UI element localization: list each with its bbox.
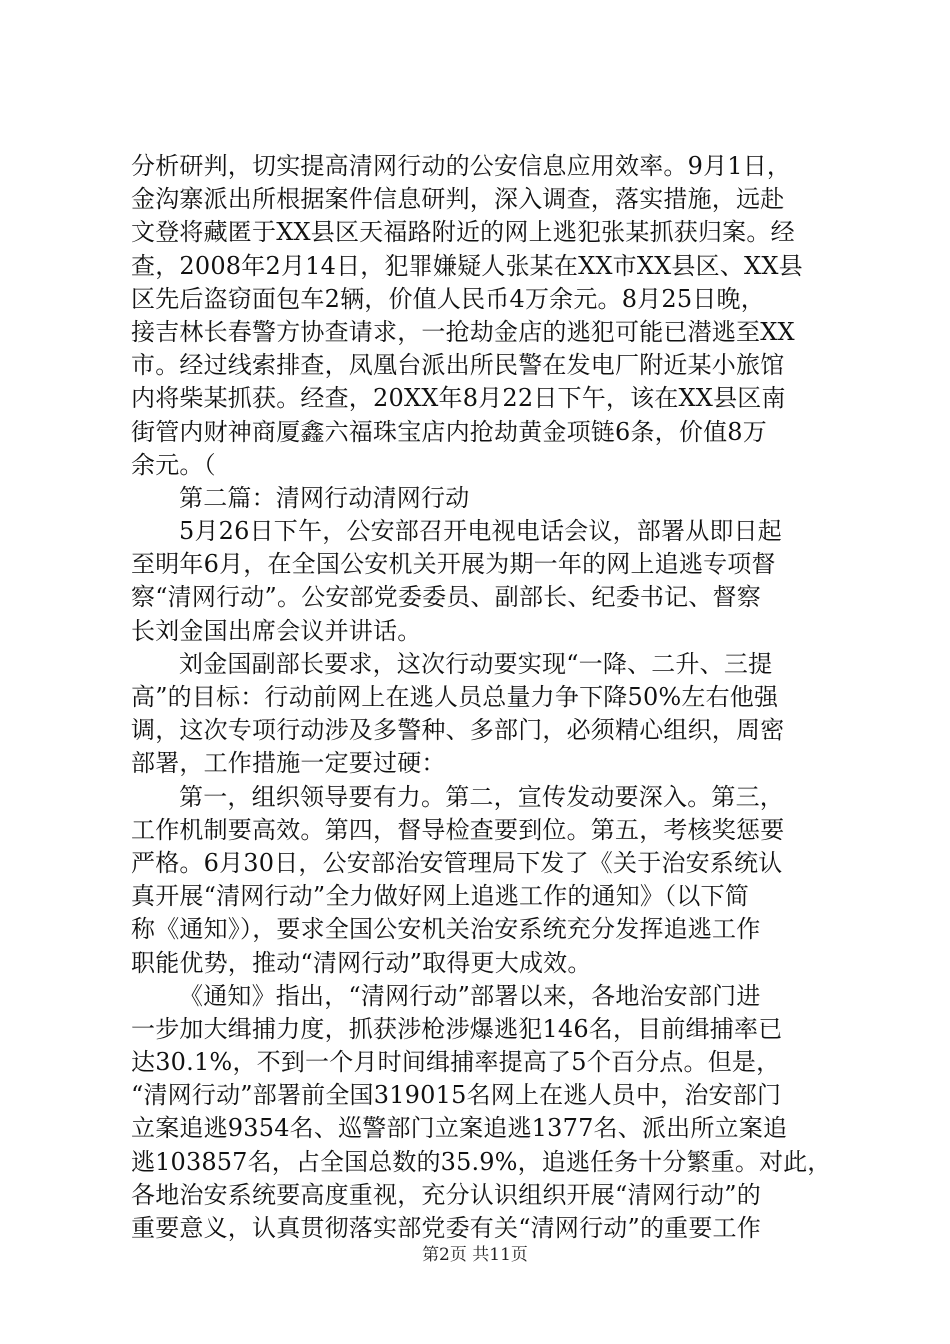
text-line: 部署，工作措施一定要过硬：: [131, 749, 446, 778]
text-line: 立案追逃9354名、巡警部门立案追逃1377名、派出所立案追: [131, 1114, 788, 1143]
text-line: 第一，组织领导要有力。第二，宣传发动要深入。第三，: [179, 782, 784, 811]
text-line: 高”的目标：行动前网上在逃人员总量力争下降50%左右他强: [131, 683, 779, 711]
text-line: 严格。6月30日，公安部治安管理局下发了《关于治安系统认: [131, 848, 783, 877]
text-line: 查，2008年2月14日，犯罪嫌疑人张某在XX市XX县区、XX县: [131, 251, 803, 280]
text-line: 分析研判，切实提高清网行动的公安信息应用效率。9月1日，: [131, 152, 792, 180]
document-body: [131, 150, 831, 1245]
text-line: 第二篇：清网行动清网行动: [179, 483, 470, 512]
text-line: 重要意义，认真贯彻落实部党委有关“清网行动”的重要工作: [131, 1214, 761, 1242]
text-line: 市。经过线索排查，凤凰台派出所民警在发电厂附近某小旅馆: [131, 351, 785, 380]
text-line: 真开展“清网行动”全力做好网上追逃工作的通知》（以下简: [131, 882, 749, 911]
text-line: 内将柴某抓获。经查，20XX年8月22日下午，该在XX县区南: [131, 384, 786, 413]
text-line: 一步加大缉捕力度，抓获涉枪涉爆逃犯146名，目前缉捕率已: [131, 1014, 783, 1043]
page-footer: 第2页 共11页: [422, 1245, 528, 1265]
text-line: 5月26日下午，公安部召开电视电话会议，部署从即日起: [179, 517, 783, 546]
text-line: 调，这次专项行动涉及多警种、多部门，必须精心组织，周密: [131, 716, 785, 745]
text-line: 察“清网行动”。公安部党委委员、副部长、纪委书记、督察: [131, 583, 761, 612]
text-line: 至明年6月，在全国公安机关开展为期一年的网上追逃专项督: [131, 550, 776, 579]
text-line: 余元。（: [131, 450, 216, 479]
text-line: 接吉林长春警方协查请求，一抢劫金店的逃犯可能已潜逃至XX: [131, 317, 795, 346]
text-line: 金沟寨派出所根据案件信息研判，深入调查，落实措施，远赴: [131, 185, 785, 214]
text-line: 区先后盗窃面包车2辆，价值人民币4万余元。8月25日晚，: [131, 284, 765, 313]
text-line: 各地治安系统要高度重视，充分认识组织开展“清网行动”的: [131, 1180, 761, 1209]
text-line: 职能优势，推动“清网行动”取得更大成效。: [131, 948, 592, 977]
text-line: 称《通知》），要求全国公安机关治安系统充分发挥追逃工作: [131, 915, 761, 944]
text-line: 长刘金国出席会议并讲话。: [131, 616, 422, 645]
text-line: 刘金国副部长要求，这次行动要实现“一降、二升、三提: [179, 649, 773, 678]
text-line: 《通知》指出，“清网行动”部署以来，各地治安部门进: [179, 981, 761, 1010]
text-line: 达30.1%，不到一个月时间缉捕率提高了5个百分点。但是，: [131, 1048, 781, 1077]
text-line: “清网行动”部署前全国319015名网上在逃人员中，治安部门: [131, 1081, 782, 1110]
text-line: 工作机制要高效。第四，督导检查要到位。第五，考核奖惩要: [131, 815, 785, 844]
text-line: 文登将藏匿于XX县区天福路附近的网上逃犯张某抓获归案。经: [131, 218, 795, 247]
text-line: 街管内财神商厦鑫六福珠宝店内抢劫黄金项链6条，价值8万: [131, 417, 767, 446]
text-line: 逃103857名，占全国总数的35.9%，追逃任务十分繁重。对此，: [131, 1147, 831, 1176]
